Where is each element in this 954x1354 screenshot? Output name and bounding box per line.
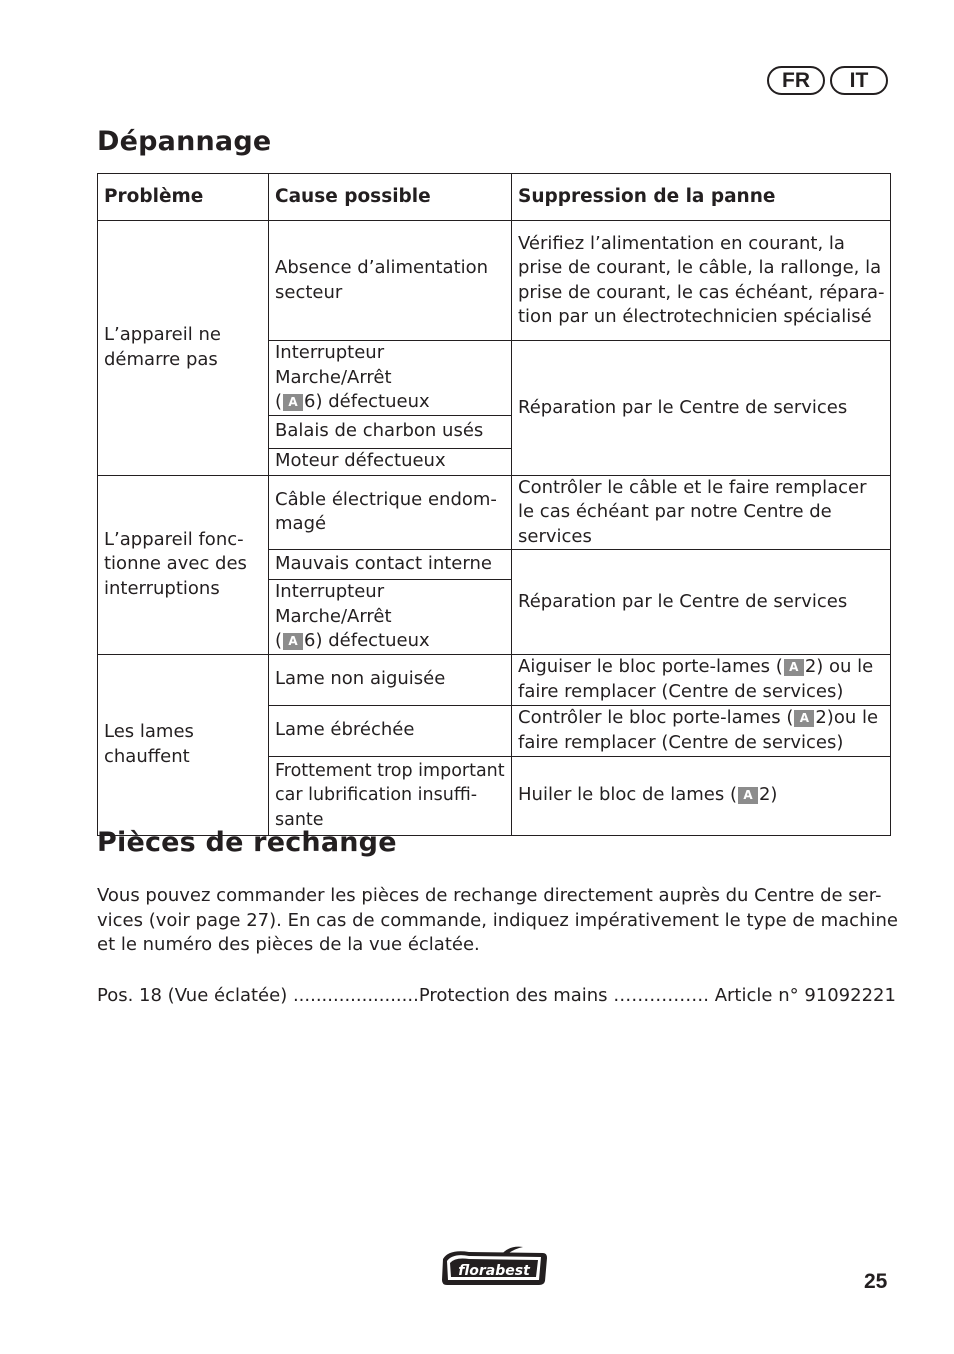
cause-cell: Interrupteur Marche/Arrêt ( A 6) défectueux (269, 580, 512, 655)
problem-cell: L’appareil fonc- tionne avec des interruptions (98, 475, 269, 654)
lang-badge-it: IT (830, 66, 888, 95)
remedy-cell: Vérifiez l’alimentation en courant, la prise de courant, le câble, la rallonge, la prise de courant, le cas échéant, répara- tion par un électrotechnicien spécialisé (512, 221, 891, 341)
header-problem: Problème (98, 174, 269, 221)
svg-text:florabest: florabest (458, 1263, 530, 1279)
remedy-cell: Réparation par le Centre de services (512, 550, 891, 655)
remedy-cell: Huiler le bloc de lames ( A 2) (512, 756, 891, 835)
figure-a-marker-icon: A (738, 787, 758, 804)
troubleshooting-table (97, 173, 891, 836)
cause-cell: Absence d’alimentation secteur (269, 221, 512, 341)
problem-cell: Les lames chauffent (98, 654, 269, 835)
cause-cell: Lame ébréchée (269, 705, 512, 756)
cause-cell: Interrupteur Marche/Arrêt ( A 6) défectueux (269, 341, 512, 416)
cause-cell: Balais de charbon usés (269, 415, 512, 448)
spare-part-line: Pos. 18 (Vue éclatée) ......................Protection des mains ……………. Article n° 91092221 (97, 985, 896, 1006)
remedy-cell: Contrôler le bloc porte-lames ( A 2)ou le faire remplacer (Centre de services) (512, 705, 891, 756)
table-row (98, 475, 891, 550)
remedy-cell: Contrôler le câble et le faire remplacer le cas échéant par notre Centre de services (512, 475, 891, 550)
page-number: 25 (864, 1270, 888, 1293)
figure-a-marker-icon: A (794, 710, 814, 727)
table-header-row (98, 174, 891, 221)
cause-cell: Frottement trop important car lubrification insuffi- sante (269, 756, 512, 835)
spare-parts-title: Pièces de rechange (97, 827, 397, 858)
cause-cell: Moteur défectueux (269, 448, 512, 475)
cause-cell: Mauvais contact interne (269, 550, 512, 580)
table-row (98, 221, 891, 341)
troubleshooting-title: Dépannage (97, 126, 272, 157)
lang-badge-fr: FR (767, 66, 825, 95)
florabest-logo (439, 1245, 550, 1287)
figure-a-marker-icon: A (283, 633, 303, 650)
cause-cell: Câble électrique endom- magé (269, 475, 512, 550)
figure-a-marker-icon: A (784, 659, 804, 676)
table-row (98, 654, 891, 705)
header-remedy: Suppression de la panne (512, 174, 891, 221)
cause-cell: Lame non aiguisée (269, 654, 512, 705)
header-cause: Cause possible (269, 174, 512, 221)
remedy-cell: Réparation par le Centre de services (512, 341, 891, 476)
spare-parts-paragraph: Vous pouvez commander les pièces de rechange directement auprès du Centre de ser- vices (voir page 27). En cas de commande, indiquez impérativement le type de machine et le numéro des pièces de la vue éclatée. (97, 885, 898, 955)
problem-cell: L’appareil ne démarre pas (98, 221, 269, 476)
figure-a-marker-icon: A (283, 394, 303, 411)
remedy-cell: Aiguiser le bloc porte-lames ( A 2) ou le faire remplacer (Centre de services) (512, 654, 891, 705)
